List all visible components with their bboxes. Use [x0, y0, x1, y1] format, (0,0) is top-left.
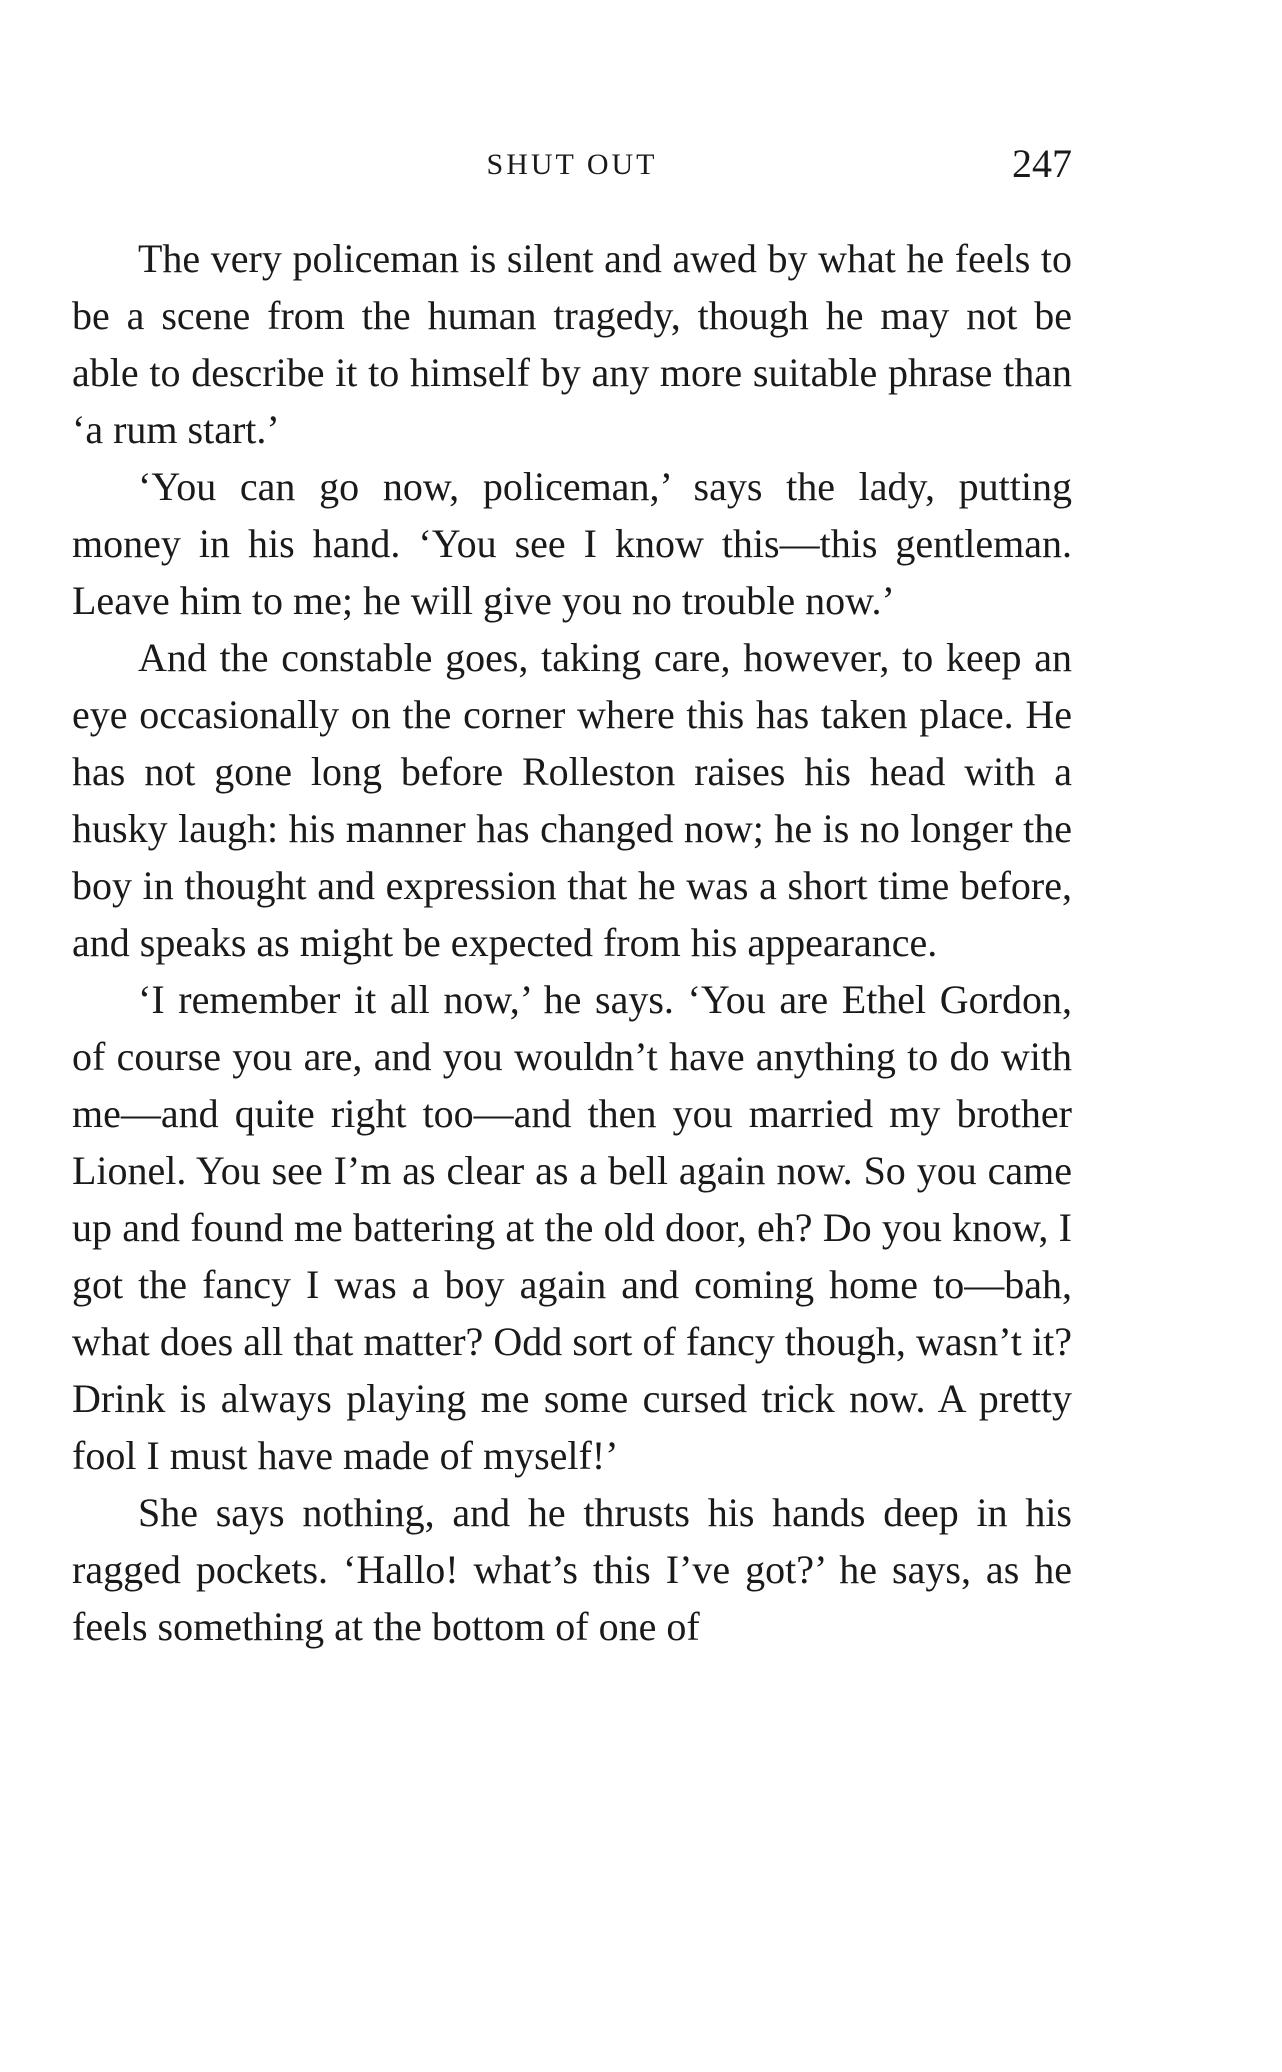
paragraph-5: She says nothing, and he thrusts his hands deep in his ragged pockets. ‘Hallo! what’s this I’ve got?’ he says, as he feels something at the bottom of one of — [72, 1490, 1072, 1649]
paragraph-2: ‘You can go now, policeman,’ says the lady, putting money in his hand. ‘You see I know this—this gentleman. Leave him to me; he will give you no trouble now.’ — [72, 464, 1072, 623]
page-header — [72, 140, 1072, 196]
paragraph-1: The very policeman is silent and awed by what he feels to be a scene from the human tragedy, though he may not be able to describe it to himself by any more suitable phrase than ‘a rum start.’ — [72, 236, 1072, 452]
paragraph-4: ‘I remember it all now,’ he says. ‘You are Ethel Gordon, of course you are, and you wouldn’t have anything to do with me—and quite right too—and then you married my brother Lionel. You see I’m as clear as a bell again now. So you came up and found me battering at the old door, eh? Do you know, I got the fancy I was a boy again and coming home to—bah, what does all that matter? Odd sort of fancy though, wasn’t it? Drink is always playing me some cursed trick now. A pretty fool I must have made of myself!’ — [72, 977, 1072, 1478]
page-number: 247 — [1012, 141, 1072, 186]
paragraph-3: And the constable goes, taking care, however, to keep an eye occasionally on the corner where this has taken place. He has not gone long before Rolleston raises his head with a husky laugh: his manner has changed now; he is no longer the boy in thought and expression that he was a short time before, and speaks as might be expected from his appearance. — [72, 635, 1072, 965]
running-title: SHUT OUT — [486, 148, 658, 181]
body-text — [72, 230, 1072, 1655]
